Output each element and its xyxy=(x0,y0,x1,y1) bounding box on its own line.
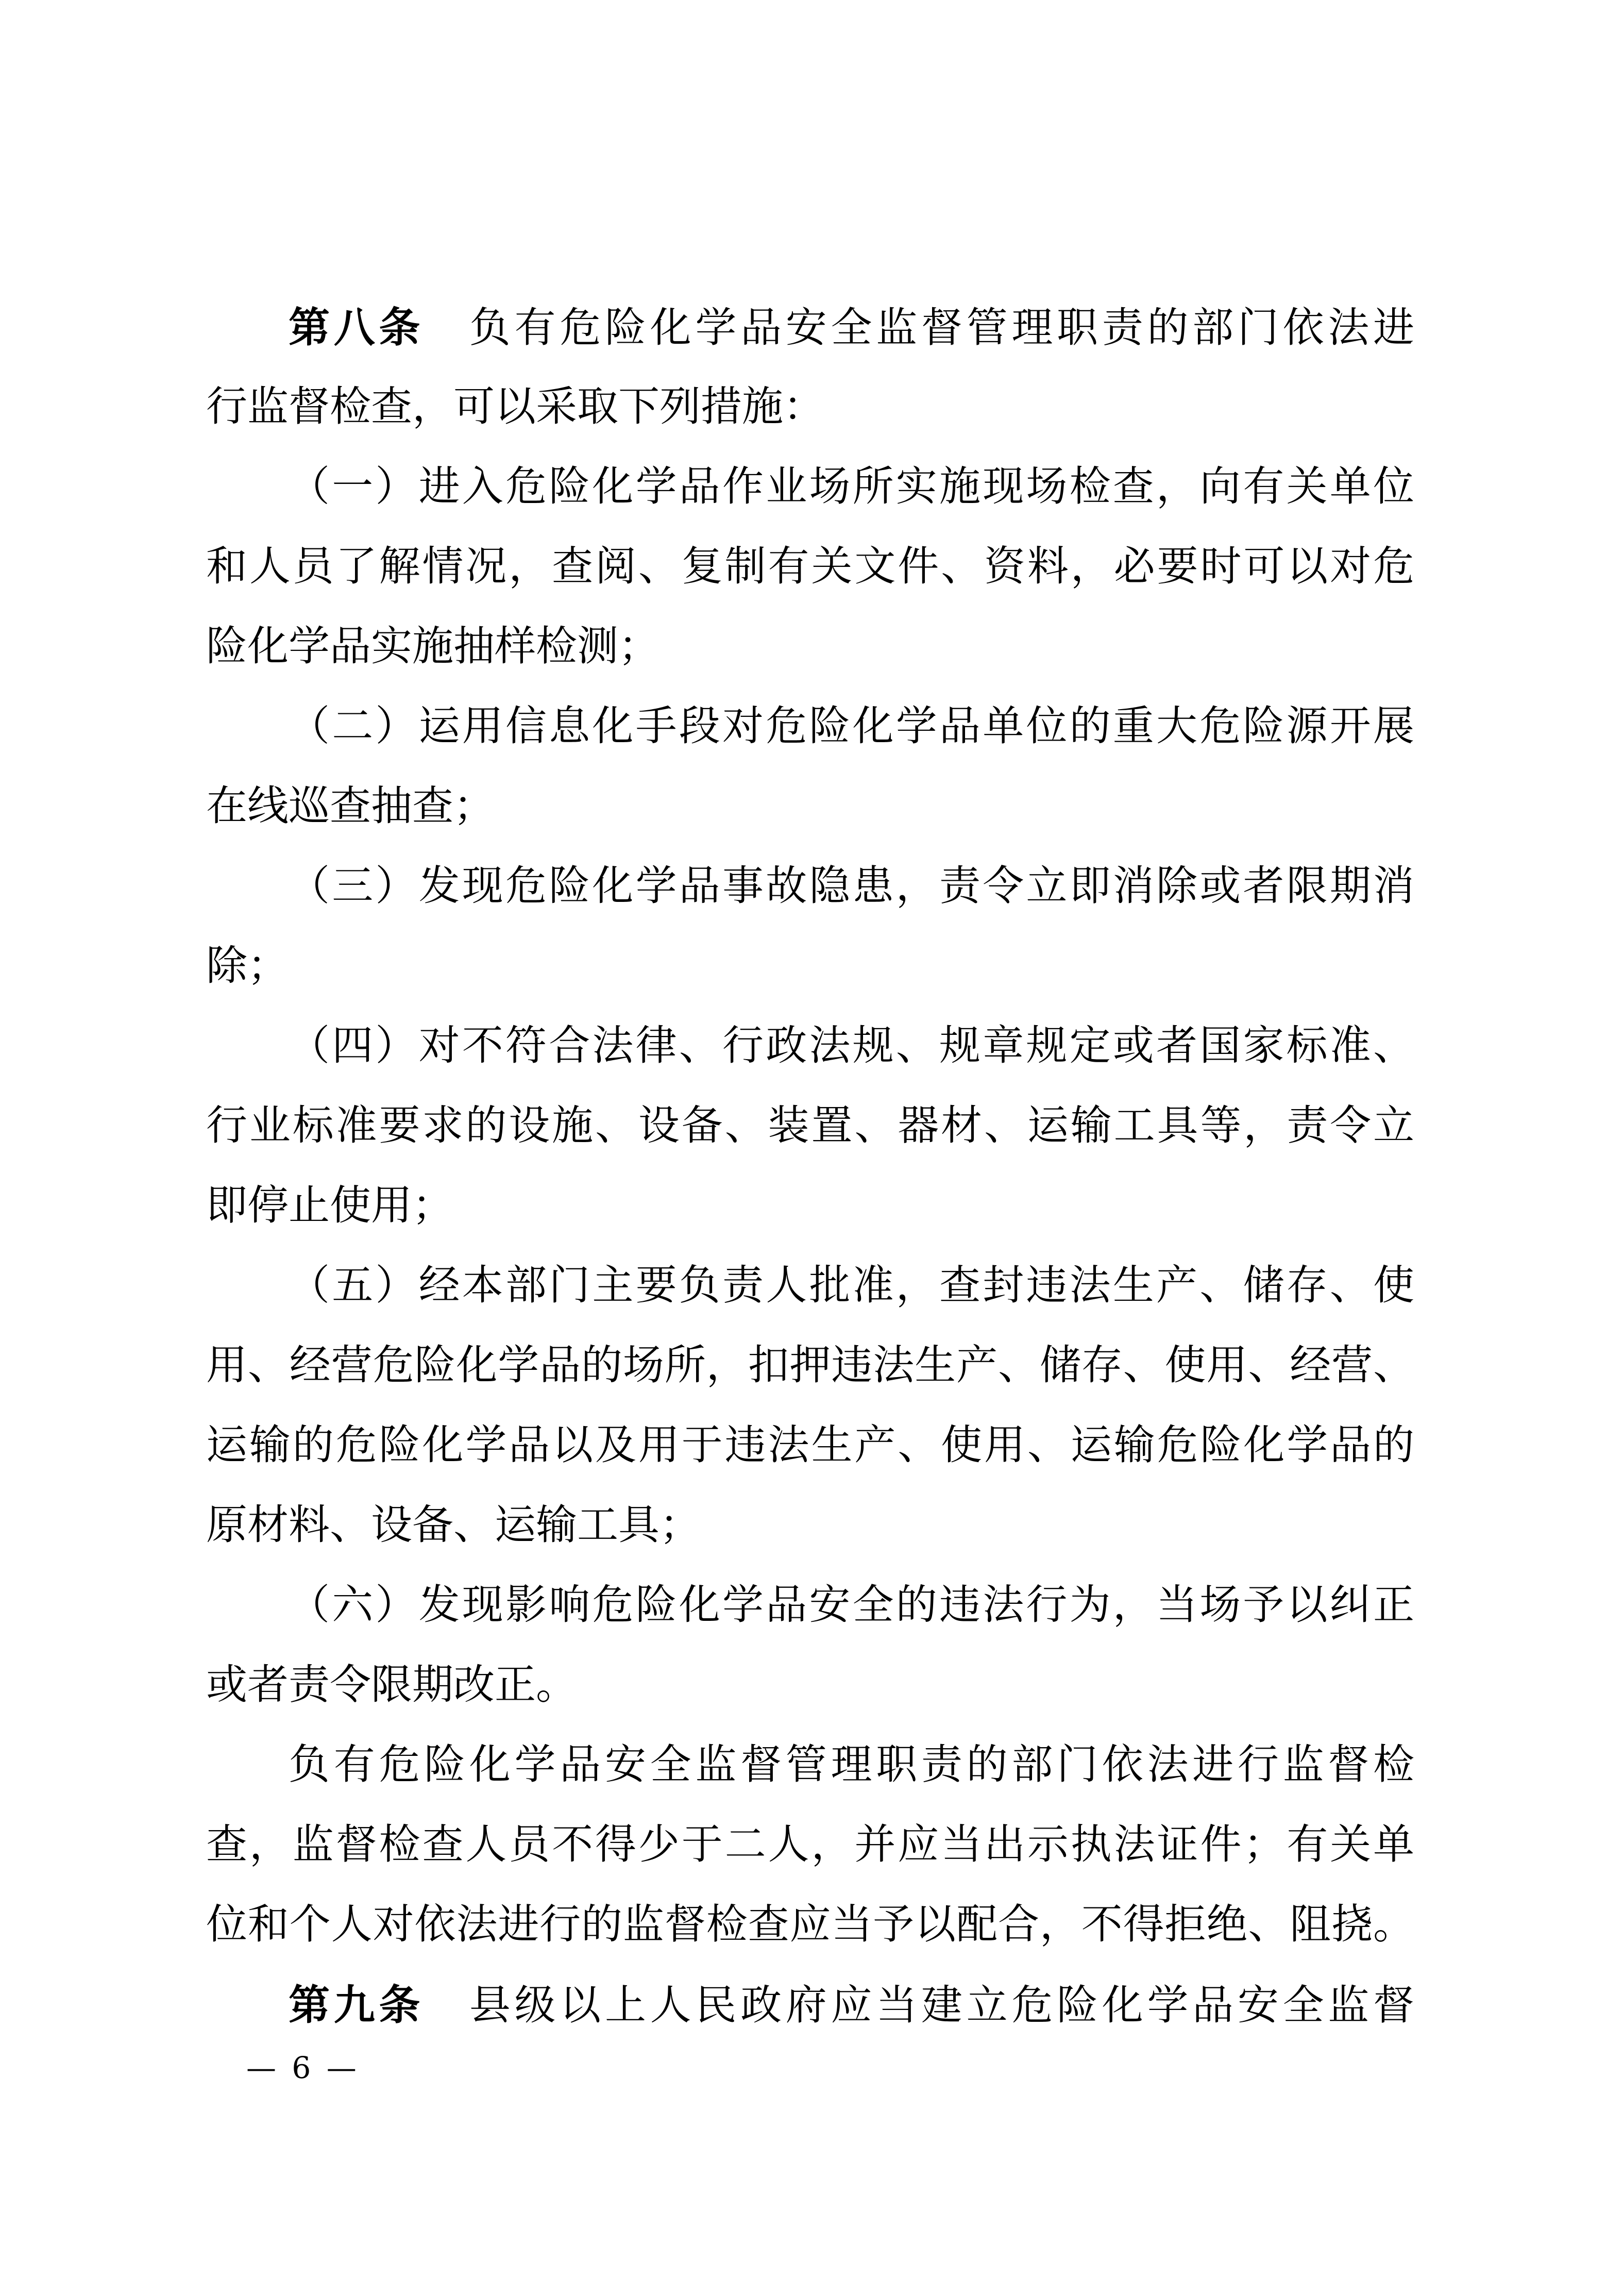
line-text: 用、经营危险化学品的场所，扣押违法生产、储存、使用、经营、 xyxy=(206,1343,1414,1388)
text-line xyxy=(206,607,1414,687)
text-line xyxy=(206,1406,1414,1486)
line-text: 运输的危险化学品以及用于违法生产、使用、运输危险化学品的 xyxy=(206,1423,1414,1468)
line-text: 即停止使用； xyxy=(206,1183,453,1229)
line-text: 负有危险化学品安全监督管理职责的部门依法进 xyxy=(424,306,1414,351)
text-line xyxy=(206,527,1414,607)
line-text: 和人员了解情况，查阅、复制有关文件、资料，必要时可以对危 xyxy=(206,544,1414,590)
text-line xyxy=(206,1246,1414,1326)
text-line xyxy=(206,1725,1414,1805)
text-line xyxy=(206,687,1414,767)
text-line xyxy=(206,1086,1414,1166)
text-line xyxy=(206,927,1414,1007)
text-line xyxy=(206,1646,1414,1725)
line-text: 县级以上人民政府应当建立危险化学品安全监督 xyxy=(424,1983,1414,2029)
line-text: 行监督检查，可以采取下列措施： xyxy=(206,384,824,430)
text-line xyxy=(206,288,1414,367)
line-text: （六）发现影响危险化学品安全的违法行为，当场予以纠正 xyxy=(289,1583,1414,1628)
line-text: （五）经本部门主要负责人批准，查封违法生产、储存、使 xyxy=(289,1263,1414,1309)
line-text: 位和个人对依法进行的监督检查应当予以配合，不得拒绝、阻挠。 xyxy=(206,1902,1414,1948)
text-line xyxy=(206,1326,1414,1406)
line-text: 或者责令限期改正。 xyxy=(206,1663,577,1708)
text-line xyxy=(206,447,1414,527)
page-number: — 6 — xyxy=(246,2050,360,2085)
line-text: 原材料、设备、运输工具； xyxy=(206,1503,701,1548)
text-line xyxy=(206,1486,1414,1566)
text-line xyxy=(206,767,1414,847)
line-text: （四）对不符合法律、行政法规、规章规定或者国家标准、 xyxy=(289,1024,1414,1069)
article-number: 第八条 xyxy=(289,305,425,350)
line-text: （三）发现危险化学品事故隐患，责令立即消除或者限期消 xyxy=(289,864,1414,909)
line-text: 查，监督检查人员不得少于二人，并应当出示执法证件；有关单 xyxy=(206,1822,1414,1868)
text-line xyxy=(206,1805,1414,1885)
text-line xyxy=(206,847,1414,927)
text-line xyxy=(206,1885,1414,1965)
text-line xyxy=(206,1566,1414,1646)
text-block xyxy=(206,288,1414,2045)
text-line xyxy=(206,367,1414,447)
line-text: 在线巡查抽查； xyxy=(206,784,495,829)
text-line xyxy=(206,1007,1414,1086)
article-number: 第九条 xyxy=(289,1982,425,2028)
line-text: 负有危险化学品安全监督管理职责的部门依法进行监督检 xyxy=(289,1742,1414,1788)
line-text: （二）运用信息化手段对危险化学品单位的重大危险源开展 xyxy=(289,704,1414,749)
text-line xyxy=(206,1965,1414,2045)
text-line xyxy=(206,1166,1414,1246)
line-text: 行业标准要求的设施、设备、装置、器材、运输工具等，责令立 xyxy=(206,1103,1414,1149)
line-text: （一）进入危险化学品作业场所实施现场检查，向有关单位 xyxy=(289,464,1414,510)
line-text: 险化学品实施抽样检测； xyxy=(206,624,660,669)
line-text: 除； xyxy=(206,944,289,989)
